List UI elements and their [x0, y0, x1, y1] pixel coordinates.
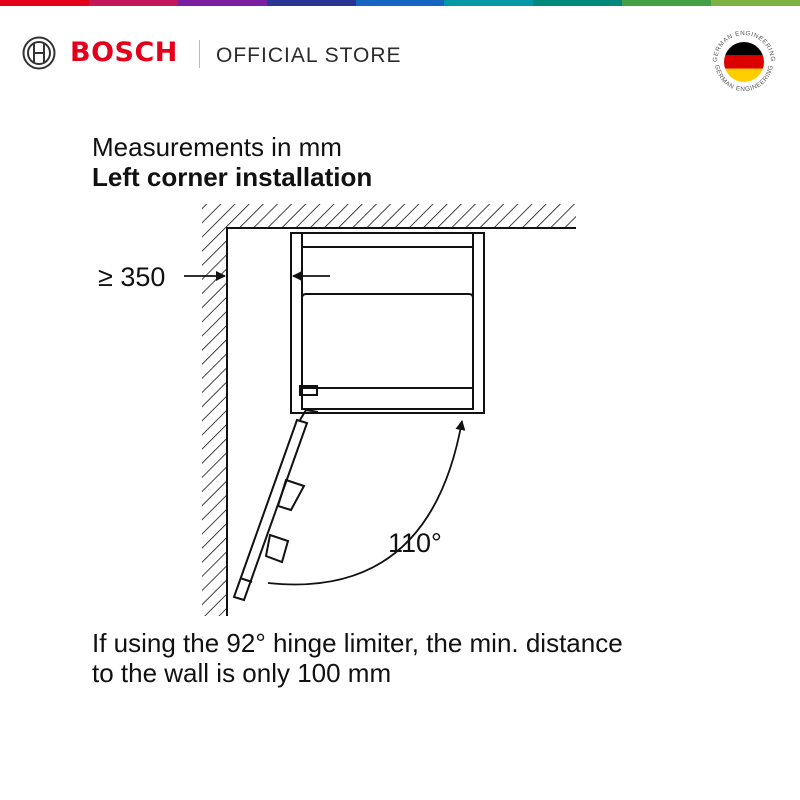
side-wall-hatching	[202, 228, 227, 616]
hinge-limiter-note	[92, 628, 772, 688]
ceiling-wall-hatching	[202, 204, 576, 228]
note-line-2: to the wall is only 100 mm	[92, 658, 392, 688]
opening-angle-arc	[268, 421, 462, 584]
distance-label: ≥ 350	[98, 262, 166, 292]
open-door	[234, 410, 318, 600]
diagram-title: Measurements in mm	[92, 132, 342, 162]
seal-text-bottom: GERMAN ENGINEERING	[713, 64, 775, 94]
store-label: OFFICIAL STORE	[216, 44, 402, 67]
brand-logo-text: BOSCH	[70, 37, 178, 68]
angle-label: 110°	[388, 528, 442, 558]
note-line-1: If using the 92° hinge limiter, the min. distance	[92, 628, 623, 658]
diagram-subtitle: Left corner installation	[92, 162, 373, 192]
appliance-cabinet	[291, 233, 484, 413]
seal-text-top: GERMAN ENGINEERING	[711, 29, 777, 63]
